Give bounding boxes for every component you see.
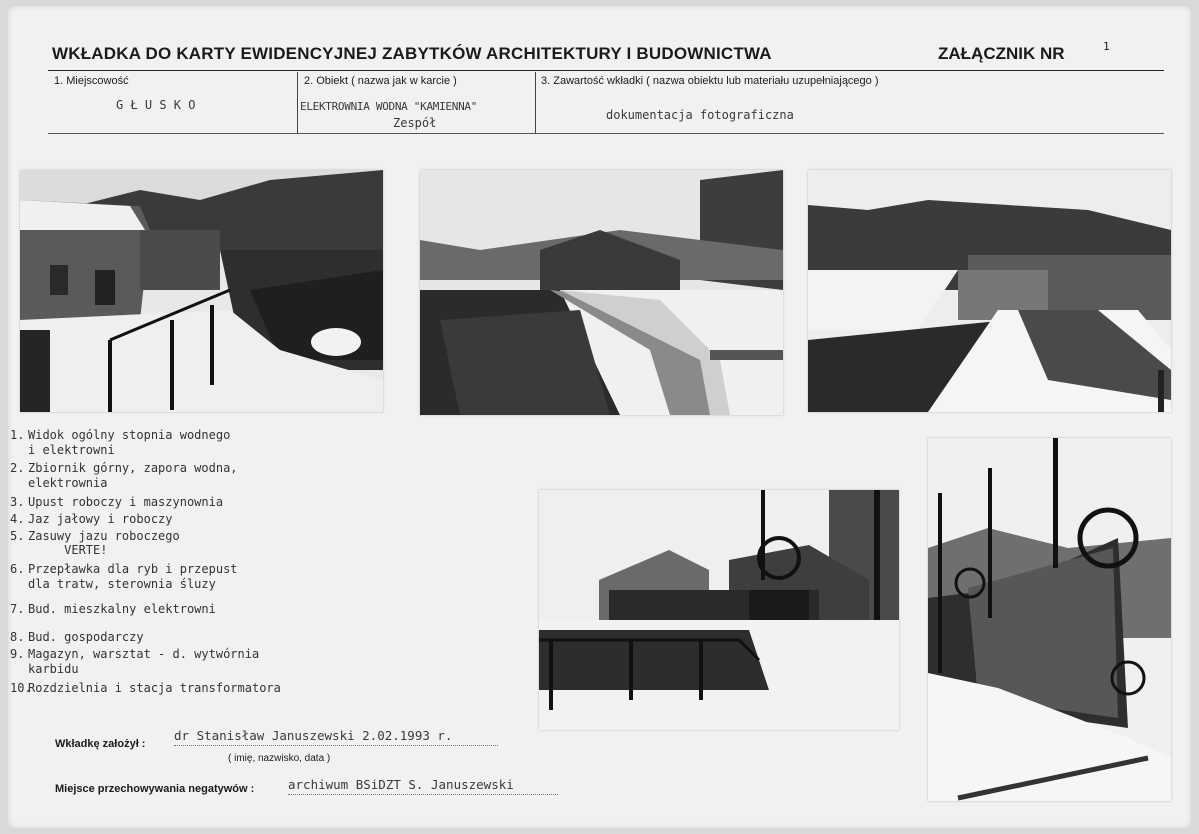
header-rule-bottom [48, 133, 1164, 134]
header-rule-top [48, 70, 1164, 71]
storage-value: archiwum BSiDZT S. Januszewski [288, 777, 558, 795]
list-item: 4. Jaz jałowy i roboczy [10, 512, 173, 526]
list-item-continuation: VERTE! [28, 543, 108, 557]
list-item: 9. Magazyn, warsztat - d. wytwórnia [10, 647, 260, 661]
list-item: 10.Rozdzielnia i stacja transformatora [10, 681, 281, 695]
list-item: 6. Przepławka dla ryb i przepust [10, 562, 238, 576]
field-label-object: 2. Obiekt ( nazwa jak w karcie ) [304, 75, 457, 87]
founded-hint: ( imię, nazwisko, data ) [228, 753, 331, 764]
field-label-locality: 1. Miejscowość [54, 75, 129, 87]
field-value-locality: G Ł U S K O [116, 98, 196, 112]
list-item-continuation: karbidu [28, 662, 79, 676]
list-item: 8. Bud. gospodarczy [10, 630, 144, 644]
list-item: 3. Upust roboczy i maszynownia [10, 495, 224, 509]
list-item-continuation: dla tratw, sterownia śluzy [28, 577, 216, 591]
card-title: WKŁADKA DO KARTY EWIDENCYJNEJ ZABYTKÓW ARCHITEKTURY I BUDOWNICTWA [52, 44, 772, 63]
list-item-continuation: elektrownia [28, 476, 108, 490]
list-item-continuation: i elektrowni [28, 443, 115, 457]
photo-spillway [808, 170, 1171, 412]
list-item: 7. Bud. mieszkalny elektrowni [10, 602, 216, 616]
list-item: 5. Zasuwy jazu roboczego [10, 529, 180, 543]
header-separator [297, 72, 298, 133]
field-value-content: dokumentacja fotograficzna [606, 108, 794, 122]
field-value-object-ensemble: Zespół [393, 116, 437, 130]
header-separator [535, 72, 536, 133]
field-label-content: 3. Zawartość wkładki ( nazwa obiektu lub materiału uzupełniającego ) [541, 75, 879, 87]
field-value-object: ELEKTROWNIA WODNA "KAMIENNA" [300, 100, 478, 113]
founded-value: dr Stanisław Januszewski 2.02.1993 r. [174, 728, 498, 746]
storage-label: Miejsce przechowywania negatywów : [55, 783, 255, 795]
list-item: 1. Widok ogólny stopnia wodnego [10, 428, 231, 442]
photo-weir [539, 490, 899, 730]
list-item: 2. Zbiornik górny, zapora wodna, [10, 461, 238, 475]
annex-number: 1 [1103, 40, 1110, 53]
photo-sluice-gates [928, 438, 1171, 801]
photo-general-view [20, 170, 383, 412]
founded-label: Wkładkę założył : [55, 738, 146, 750]
photo-upper-reservoir [420, 170, 783, 415]
annex-label: ZAŁĄCZNIK NR [938, 44, 1065, 63]
